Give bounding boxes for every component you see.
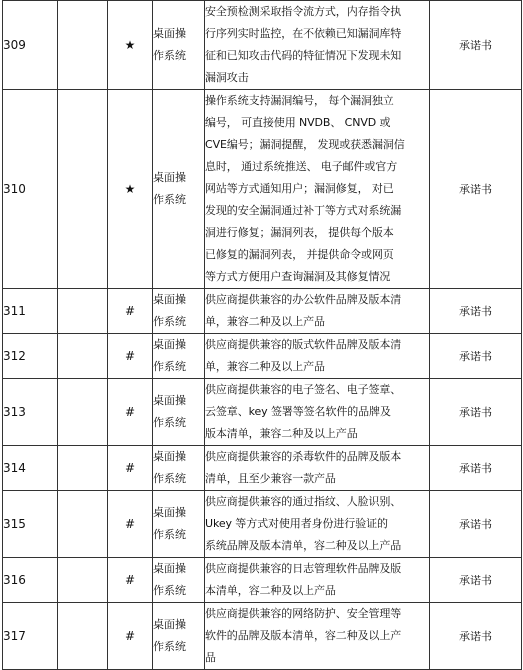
description-line: 软件的品牌及版本清单，容二种及以上产 <box>205 629 402 642</box>
empty-cell <box>58 446 108 491</box>
description-line: 已修复的漏洞列表， 并提供命令或网页 <box>205 248 394 261</box>
row-number: 310 <box>3 90 58 289</box>
empty-cell <box>58 558 108 603</box>
empty-cell <box>58 334 108 379</box>
description-line: 息时， 通过系统推送、 电子邮件或官方 <box>205 160 398 173</box>
empty-cell <box>58 379 108 446</box>
description-cell <box>205 558 430 603</box>
category-line: 桌面操 <box>153 618 186 631</box>
proof-cell: 承诺书 <box>430 334 522 379</box>
table-row <box>3 289 522 334</box>
category-cell <box>153 90 205 289</box>
category-line: 作系统 <box>153 360 186 373</box>
importance-mark: ★ <box>108 1 153 90</box>
row-number: 316 <box>3 558 58 603</box>
category-line: 桌面操 <box>153 338 186 351</box>
requirements-table <box>2 0 522 670</box>
description-line: 供应商提供兼容的日志管理软件品牌及版 <box>205 562 402 575</box>
category-line: 作系统 <box>153 584 186 597</box>
description-line: 编号， 可直接使用 NVDB、 CNVD 或 <box>205 116 391 129</box>
category-cell <box>153 289 205 334</box>
description-line: 单，兼容二种及以上产品 <box>205 315 325 328</box>
description-line: 供应商提供兼容的杀毒软件的品牌及版本 <box>205 450 402 463</box>
category-line: 作系统 <box>153 193 186 206</box>
category-line: 桌面操 <box>153 450 186 463</box>
description-line: 洞进行修复；漏洞列表， 提供每个版本 <box>205 226 394 239</box>
importance-mark: # <box>108 446 153 491</box>
category-cell <box>153 334 205 379</box>
row-number: 313 <box>3 379 58 446</box>
category-cell <box>153 446 205 491</box>
description-cell <box>205 491 430 558</box>
importance-mark: # <box>108 379 153 446</box>
empty-cell <box>58 603 108 670</box>
description-line: Ukey 等方式对使用者身份进行验证的 <box>205 517 388 530</box>
category-cell <box>153 1 205 90</box>
category-cell <box>153 558 205 603</box>
proof-cell: 承诺书 <box>430 379 522 446</box>
description-line: 云签章、key 签署等签名软件的品牌及 <box>205 405 391 418</box>
row-number: 309 <box>3 1 58 90</box>
description-line: 系统品牌及版本清单，容二种及以上产品 <box>205 539 402 552</box>
description-line: 本清单，容二种及以上产品 <box>205 584 336 597</box>
table-row <box>3 1 522 90</box>
proof-cell: 承诺书 <box>430 90 522 289</box>
proof-cell: 承诺书 <box>430 603 522 670</box>
description-line: 漏洞攻击 <box>205 71 249 84</box>
description-line: 供应商提供兼容的网络防护、安全管理等 <box>205 607 402 620</box>
description-line: 清单，且至少兼容一款产品 <box>205 472 336 485</box>
description-line: 供应商提供兼容的办公软件品牌及版本清 <box>205 293 402 306</box>
category-line: 桌面操 <box>153 27 186 40</box>
description-line: 单，兼容二种及以上产品 <box>205 360 325 373</box>
category-line: 桌面操 <box>153 293 186 306</box>
row-number: 312 <box>3 334 58 379</box>
description-line: 行序列实时监控，在不依赖已知漏洞库特 <box>205 27 402 40</box>
proof-cell: 承诺书 <box>430 1 522 90</box>
category-line: 作系统 <box>153 315 186 328</box>
description-line: 供应商提供兼容的通过指纹、人脸识别、 <box>205 495 402 508</box>
table-row <box>3 90 522 289</box>
proof-cell: 承诺书 <box>430 558 522 603</box>
description-line: 供应商提供兼容的电子签名、电子签章、 <box>205 383 402 396</box>
category-line: 桌面操 <box>153 171 186 184</box>
category-line: 作系统 <box>153 472 186 485</box>
category-line: 作系统 <box>153 49 186 62</box>
requirements-table-body <box>3 1 522 670</box>
table-row <box>3 491 522 558</box>
table-row <box>3 446 522 491</box>
description-cell <box>205 334 430 379</box>
description-line: 供应商提供兼容的版式软件品牌及版本清 <box>205 338 402 351</box>
description-line: 安全预检测采取指令流方式，内存指令执 <box>205 5 402 18</box>
category-line: 桌面操 <box>153 562 186 575</box>
description-cell <box>205 446 430 491</box>
table-row <box>3 334 522 379</box>
description-line: 操作系统支持漏洞编号， 每个漏洞独立 <box>205 94 394 107</box>
category-cell <box>153 603 205 670</box>
importance-mark: # <box>108 289 153 334</box>
category-cell <box>153 379 205 446</box>
importance-mark: # <box>108 334 153 379</box>
description-line: 征和已知攻击代码的特征情况下发现未知 <box>205 49 402 62</box>
empty-cell <box>58 491 108 558</box>
importance-mark: ★ <box>108 90 153 289</box>
table-row <box>3 558 522 603</box>
description-line: 发现的安全漏洞通过补丁等方式对系统漏 <box>205 204 402 217</box>
description-line: CVE编号；漏洞提醒， 发现或获悉漏洞信 <box>205 138 405 151</box>
empty-cell <box>58 289 108 334</box>
row-number: 314 <box>3 446 58 491</box>
proof-cell: 承诺书 <box>430 491 522 558</box>
importance-mark: # <box>108 558 153 603</box>
table-row <box>3 603 522 670</box>
description-cell <box>205 379 430 446</box>
importance-mark: # <box>108 491 153 558</box>
importance-mark: # <box>108 603 153 670</box>
row-number: 315 <box>3 491 58 558</box>
category-cell <box>153 491 205 558</box>
proof-cell: 承诺书 <box>430 446 522 491</box>
category-line: 桌面操 <box>153 394 186 407</box>
row-number: 311 <box>3 289 58 334</box>
description-cell <box>205 1 430 90</box>
empty-cell <box>58 90 108 289</box>
empty-cell <box>58 1 108 90</box>
table-row <box>3 379 522 446</box>
category-line: 作系统 <box>153 528 186 541</box>
description-cell <box>205 90 430 289</box>
category-line: 桌面操 <box>153 506 186 519</box>
category-line: 作系统 <box>153 640 186 653</box>
row-number: 317 <box>3 603 58 670</box>
description-line: 等方式方便用户查询漏洞及其修复情况 <box>205 270 391 283</box>
category-line: 作系统 <box>153 416 186 429</box>
description-line: 版本清单，兼容二种及以上产品 <box>205 427 358 440</box>
description-cell <box>205 289 430 334</box>
description-line: 品 <box>205 651 216 664</box>
proof-cell: 承诺书 <box>430 289 522 334</box>
description-line: 网站等方式通知用户；漏洞修复， 对已 <box>205 182 394 195</box>
description-cell <box>205 603 430 670</box>
